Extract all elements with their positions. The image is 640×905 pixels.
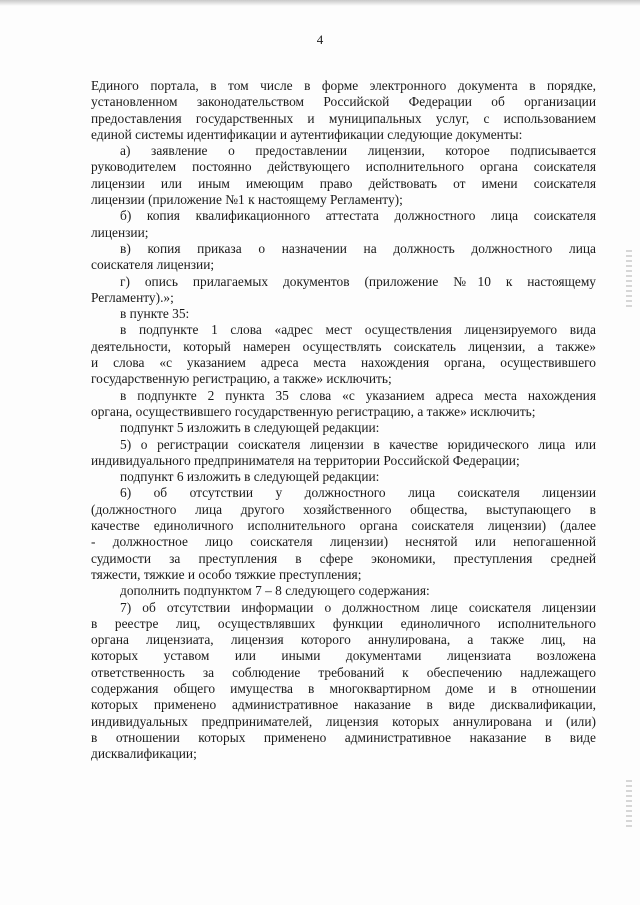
text-line: подпункт 5 изложить в следующей редакции:	[120, 420, 380, 436]
text-line: ответственность за соблюдение требований к обеспечению надлежащего	[91, 664, 596, 680]
text-line: Единого портала, в том числе в форме электронного документа в порядке,	[91, 78, 596, 93]
text-line: индивидуальных предпринимателей, лицензия которых аннулирована и (или)	[91, 713, 596, 729]
text-line: (должностного лица другого хозяйственного общества, выступающего в	[91, 501, 596, 517]
text-line: органа лицензиата, лицензия которого аннулирована, а также лиц, на	[91, 632, 596, 648]
text-line: установленном законодательством Российской Федерации об организации	[91, 94, 596, 110]
text-line: которых уставом или иными документами лицензиата возложена	[91, 648, 596, 664]
text-line: судимости за преступления в сфере экономики, преступления средней	[91, 550, 596, 566]
text-line: лицензии (приложение №1 к настоящему Регламенту);	[91, 192, 403, 208]
text-line: 7) об отсутствии информации о должностном лице соискателя лицензии	[120, 599, 596, 615]
text-line: индивидуального предпринимателя на территории Российской Федерации;	[91, 452, 520, 468]
text-line: единой системы идентификации и аутентификации следующие документы:	[91, 126, 523, 142]
text-line: в подпункте 1 слова «адрес мест осуществления лицензируемого вида	[120, 322, 596, 338]
scan-edge-mark-lower	[626, 780, 632, 830]
text-line: которых применено административное наказание в виде дисквалификации,	[91, 697, 596, 713]
scan-top-edge	[0, 0, 640, 6]
text-line: в реестре лиц, осуществлявших функции единоличного исполнительного	[91, 615, 596, 631]
text-line: соискателя лицензии;	[91, 257, 215, 273]
scan-edge-mark-upper	[626, 250, 632, 310]
document-body	[91, 78, 596, 762]
text-line: дополнить подпунктом 7 – 8 следующего содержания:	[120, 583, 430, 599]
text-line: 6) об отсутствии у должностного лица соискателя лицензии	[120, 485, 596, 501]
text-line: предоставления государственных и муниципальных услуг, с использованием	[91, 110, 596, 126]
text-line: - должностное лицо соискателя лицензии) неснятой или непогашенной	[91, 534, 596, 550]
text-line: и слова «с указанием адреса места нахождения органа, осуществившего	[91, 355, 596, 371]
text-line: 5) о регистрации соискателя лицензии в качестве юридического лица или	[120, 436, 596, 452]
text-line: лицензии;	[91, 224, 149, 240]
text-line: а) заявление о предоставлении лицензии, которое подписывается	[120, 143, 596, 159]
text-line: тяжести, тяжкие и особо тяжкие преступления;	[91, 566, 362, 582]
text-line: деятельности, который намерен осуществлять соискатель лицензии, а также»	[91, 338, 596, 354]
text-line: органа, осуществившего государственную регистрацию, а также» исключить;	[91, 403, 536, 419]
text-line: Регламенту).»;	[91, 289, 174, 305]
text-line: качестве единоличного исполнительного органа соискателя лицензии) (далее	[91, 518, 596, 534]
text-line: в подпункте 2 пункта 35 слова «с указанием адреса места нахождения	[120, 387, 596, 403]
text-line: в пункте 35:	[120, 306, 190, 322]
text-line: дисквалификации;	[91, 746, 197, 762]
page-number: 4	[316, 32, 324, 47]
text-line: содержания общего имущества в многоквартирном доме и в отношении	[91, 680, 596, 696]
text-line: г) опись прилагаемых документов (приложение №10 к настоящему	[120, 273, 596, 289]
text-line: государственную регистрацию, а также» исключить;	[91, 371, 392, 387]
text-line: руководителем постоянно действующего исполнительного органа соискателя	[91, 159, 596, 175]
text-line: б) копия квалификационного аттестата должностного лица соискателя	[120, 208, 596, 224]
text-line: подпункт 6 изложить в следующей редакции:	[120, 469, 380, 485]
text-line: в отношении которых применено административное наказание в виде	[91, 729, 596, 745]
text-line: лицензии или иным имеющим право действовать от имени соискателя	[91, 175, 596, 191]
text-line: в) копия приказа о назначении на должность должностного лица	[120, 240, 596, 256]
